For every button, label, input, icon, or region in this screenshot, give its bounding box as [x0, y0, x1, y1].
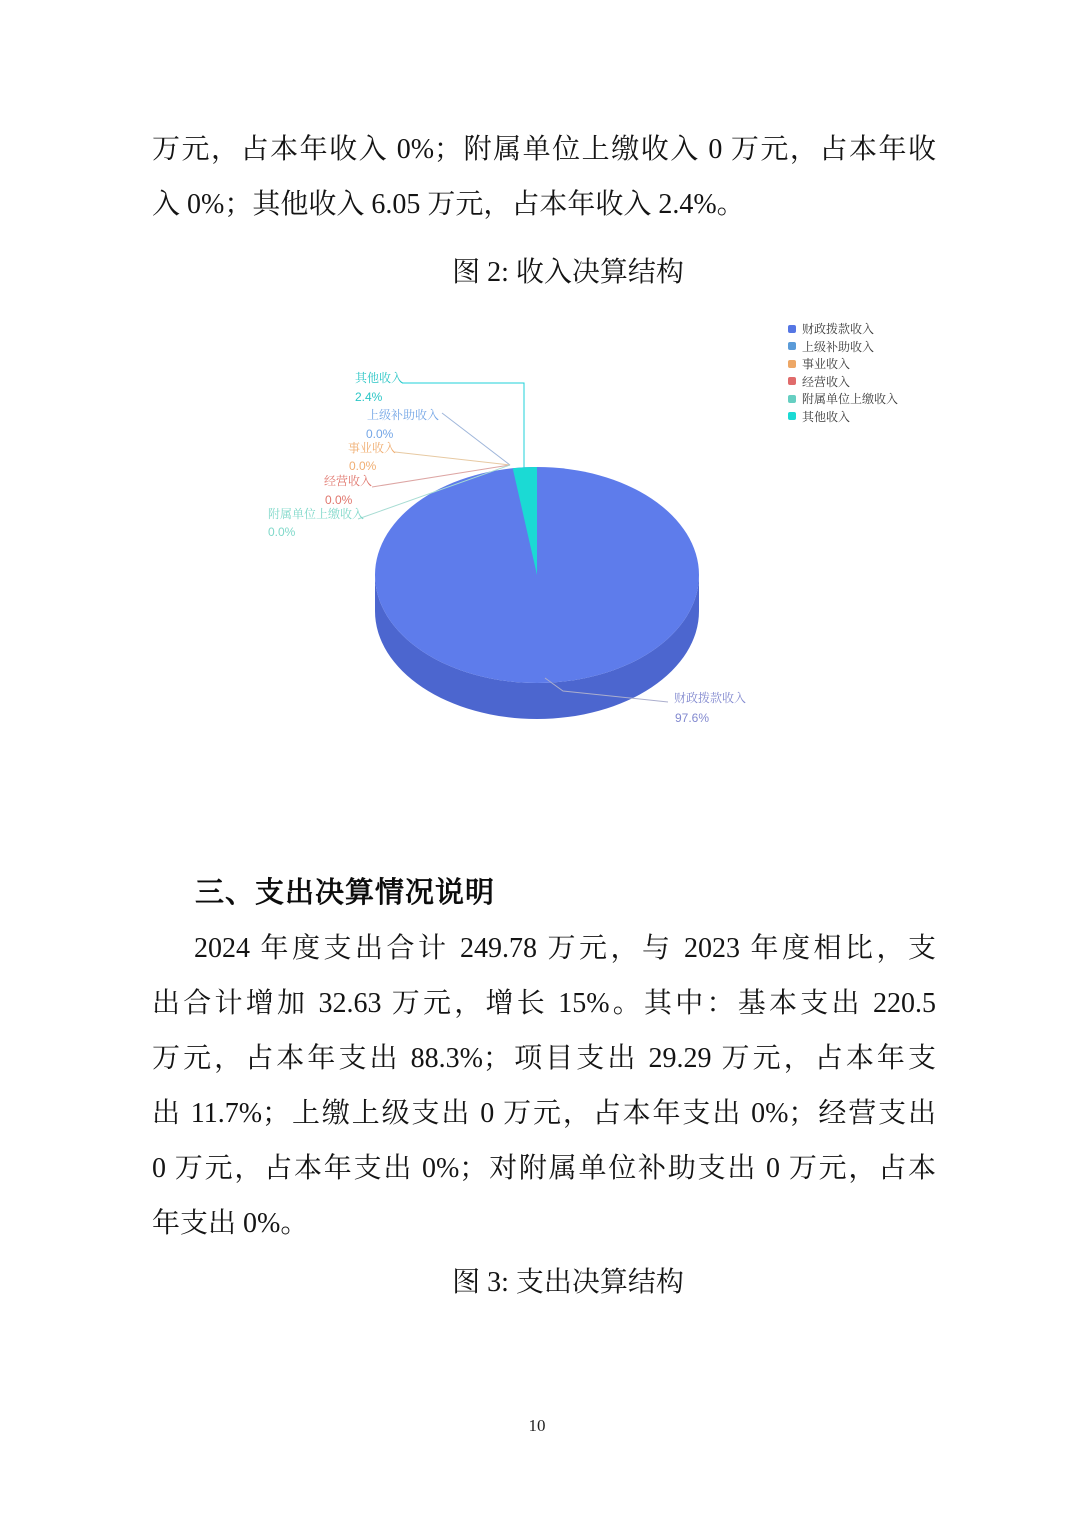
body-line-5: 0 万元，占本年支出 0%；对附属单位补助支出 0 万元，占本 — [152, 1153, 936, 1184]
legend-item-caizheng — [788, 320, 898, 338]
legend-item-fushu — [788, 390, 898, 408]
callout-label-caizheng: 财政拨款收入 — [674, 691, 747, 705]
callout-label-qita: 其他收入 — [355, 371, 404, 385]
intro-line-2: 入 0%；其他收入 6.05 万元，占本年收入 2.4%。 — [152, 189, 745, 220]
legend-marker-icon — [788, 377, 796, 385]
legend-marker-icon — [788, 360, 796, 368]
body-paragraph — [152, 921, 936, 1251]
callout-label-jingying: 经营收入 — [324, 474, 373, 488]
legend-marker-icon — [788, 412, 796, 420]
legend-item-shiye — [788, 355, 898, 373]
legend-item-shangji — [788, 338, 898, 356]
callout-pct-jingying: 0.0% — [325, 493, 353, 507]
body-line-3: 万元，占本年支出 88.3%；项目支出 29.29 万元，占本年支 — [152, 1043, 936, 1074]
callout-label-fushu: 附属单位上缴收入 — [268, 507, 365, 521]
section-heading: 三、支出决算情况说明 — [195, 877, 496, 909]
pie-svg — [0, 298, 1074, 788]
intro-line-1: 万元，占本年收入 0%；附属单位上缴收入 0 万元，占本年收 — [152, 134, 936, 165]
callout-label-shiye: 事业收入 — [348, 441, 397, 455]
intro-paragraph — [152, 122, 936, 232]
callout-pct-caizheng: 97.6% — [675, 711, 710, 725]
callout-pct-fushu: 0.0% — [268, 525, 296, 539]
figure2-caption: 图 2: 收入决算结构 — [452, 257, 684, 288]
legend-label: 上级补助收入 — [802, 339, 875, 354]
leader-line-shangji — [442, 413, 510, 465]
figure3-caption: 图 3: 支出决算结构 — [452, 1267, 684, 1298]
chart-legend — [788, 320, 898, 425]
legend-marker-icon — [788, 325, 796, 333]
callout-label-shangji: 上级补助收入 — [367, 408, 440, 422]
legend-label: 事业收入 — [802, 357, 851, 372]
body-line-6: 年支出 0%。 — [152, 1208, 309, 1239]
income-pie-chart — [0, 298, 1074, 788]
legend-label: 附属单位上缴收入 — [802, 392, 899, 407]
legend-label: 财政拨款收入 — [802, 322, 875, 337]
page-number: 10 — [528, 1416, 546, 1435]
body-line-1: 2024 年度支出合计 249.78 万元，与 2023 年度相比，支 — [194, 933, 936, 964]
legend-item-jingying — [788, 373, 898, 391]
legend-item-qita — [788, 408, 898, 426]
leader-line-shiye — [395, 452, 510, 465]
callout-pct-shangji: 0.0% — [366, 427, 394, 441]
legend-marker-icon — [788, 395, 796, 403]
legend-label: 其他收入 — [802, 409, 851, 424]
callout-pct-shiye: 0.0% — [349, 459, 377, 473]
legend-label: 经营收入 — [802, 374, 851, 389]
callout-pct-qita: 2.4% — [355, 390, 383, 404]
body-line-4: 出 11.7%；上缴上级支出 0 万元，占本年支出 0%；经营支出 — [152, 1098, 936, 1129]
body-line-2: 出合计增加 32.63 万元，增长 15%。其中：基本支出 220.5 — [152, 988, 936, 1019]
legend-marker-icon — [788, 342, 796, 350]
